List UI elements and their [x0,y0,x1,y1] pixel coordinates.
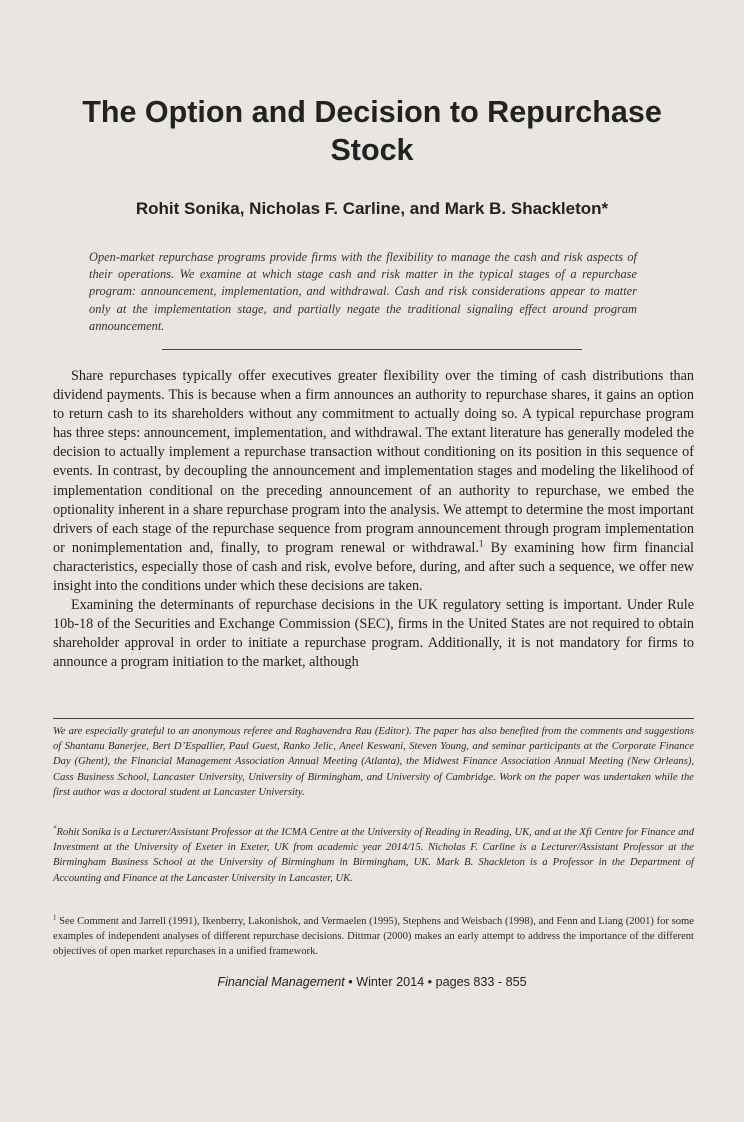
abstract-divider [162,349,582,350]
paper-title: The Option and Decision to Repurchase Stock [82,95,662,167]
body-paragraph-1-text: Share repurchases typically offer executives greater flexibility over the timing of cash distributions than dividend payments. This is because when a firm announces an authority to repurchase shares, it gains an option to return cash to its shareholders without any commitment to actually doing so. A typical repurchase program has three steps: announcement, implementation, and withdrawal. The extant literature has generally modeled the decision to actually implement a repurchase transaction without conditioning on its position in this sequence of events. In contrast, by decoupling the announcement and implementation stages and modeling the likelihood of implementation conditional on the preceding announcement of an authority to repurchase, we embed the optionality inherent in a share repurchase program into the analysis. We attempt to determine the most important drivers of each stage of the repurchase sequence from program announcement through program implementation or nonimplementation and, finally, to program renewal or withdrawal. [53,368,694,556]
author-affiliation-text: Rohit Sonika is a Lecturer/Assistant Professor at the ICMA Centre at the University of Reading in Reading, UK, and at the Xfi Centre for Finance and Investment at the University of Exeter in Exeter, UK from academic year 2014/15. Nicholas F. Carline is a Lecturer/Assistant Professor at the Birmingham Business School at the University of Birmingham in Birmingham, UK. Mark B. Shackleton is a Professor in the Department of Accounting and Finance at the Lancaster University in Lancaster, UK. [53,827,694,884]
page-range: pages 833 - 855 [435,975,527,989]
footnote-1-mark: 1 [53,914,57,922]
journal-issue: Winter 2014 [356,975,425,989]
body-text [53,367,694,673]
body-paragraph-1-text-cont: By examining how firm financial characteristics, especially those of cash and risk, evolve before, during, and after such a sequence, we offer new insight into the conditions under which these decisions are taken. [53,539,694,595]
footnote-1 [53,914,694,960]
abstract: Open-market repurchase programs provide firms with the flexibility to manage the cash and risk aspects of their operations. We examine at which stage cash and risk matter in the typical stages of a repurchase program: announcement, implementation, and withdrawal. Cash and risk considerations appear to matter only at the implementation stage, and partially negate the traditional signaling effect around program announcement. [89,250,637,333]
footnote-1-text: See Comment and Jarrell (1991), Ikenberry, Lakonishok, and Vermaelen (1995), Stephens and Weisbach (1998), and Fenn and Liang (2001) for some examples of independent analyses of different repurchase decisions. Dittmar (2000) makes an early attempt to address the importance of the different objectives of open market repurchases in a unified framework. [53,916,694,958]
footnote-divider [53,718,694,719]
body-paragraph-1 [53,367,694,596]
footer-separator-2: • [424,975,436,989]
author-note-mark: * [53,825,57,833]
body-paragraph-2: Examining the determinants of repurchase decisions in the UK regulatory setting is important. Under Rule 10b-18 of the Securities and Exchange Commission (SEC), firms in the United States are not required to obtain shareholder approval in order to initiate a repurchase program. Additionally, it is not mandatory for firms to announce a program initiation to the market, although [53,597,694,671]
page-footer [40,975,704,989]
acknowledgment-note: We are especially grateful to an anonymous referee and Raghavendra Rau (Editor). The paper has also benefited from the comments and suggestions of Shantanu Banerjee, Bert D’Espallier, Paul Guest, Ranko Jelic, Aneel Keswani, Steven Young, and seminar participants at the Corporate Finance Day (Ghent), the Financial Management Association Annual Meeting (Atlanta), the Midwest Finance Association Annual Meeting (New Orleans), Cass Business School, Lancaster University, University of Birmingham, and University of Cambridge. Work on the paper was undertaken while the first author was a doctoral student at Lancaster University. [53,726,694,798]
journal-name: Financial Management [217,975,345,989]
footnote-ref-1: 1 [478,538,484,549]
author-affiliation-note [53,825,694,886]
footer-separator: • [344,975,357,989]
author-list: Rohit Sonika, Nicholas F. Carline, and Mark B. Shackleton* [135,199,609,218]
